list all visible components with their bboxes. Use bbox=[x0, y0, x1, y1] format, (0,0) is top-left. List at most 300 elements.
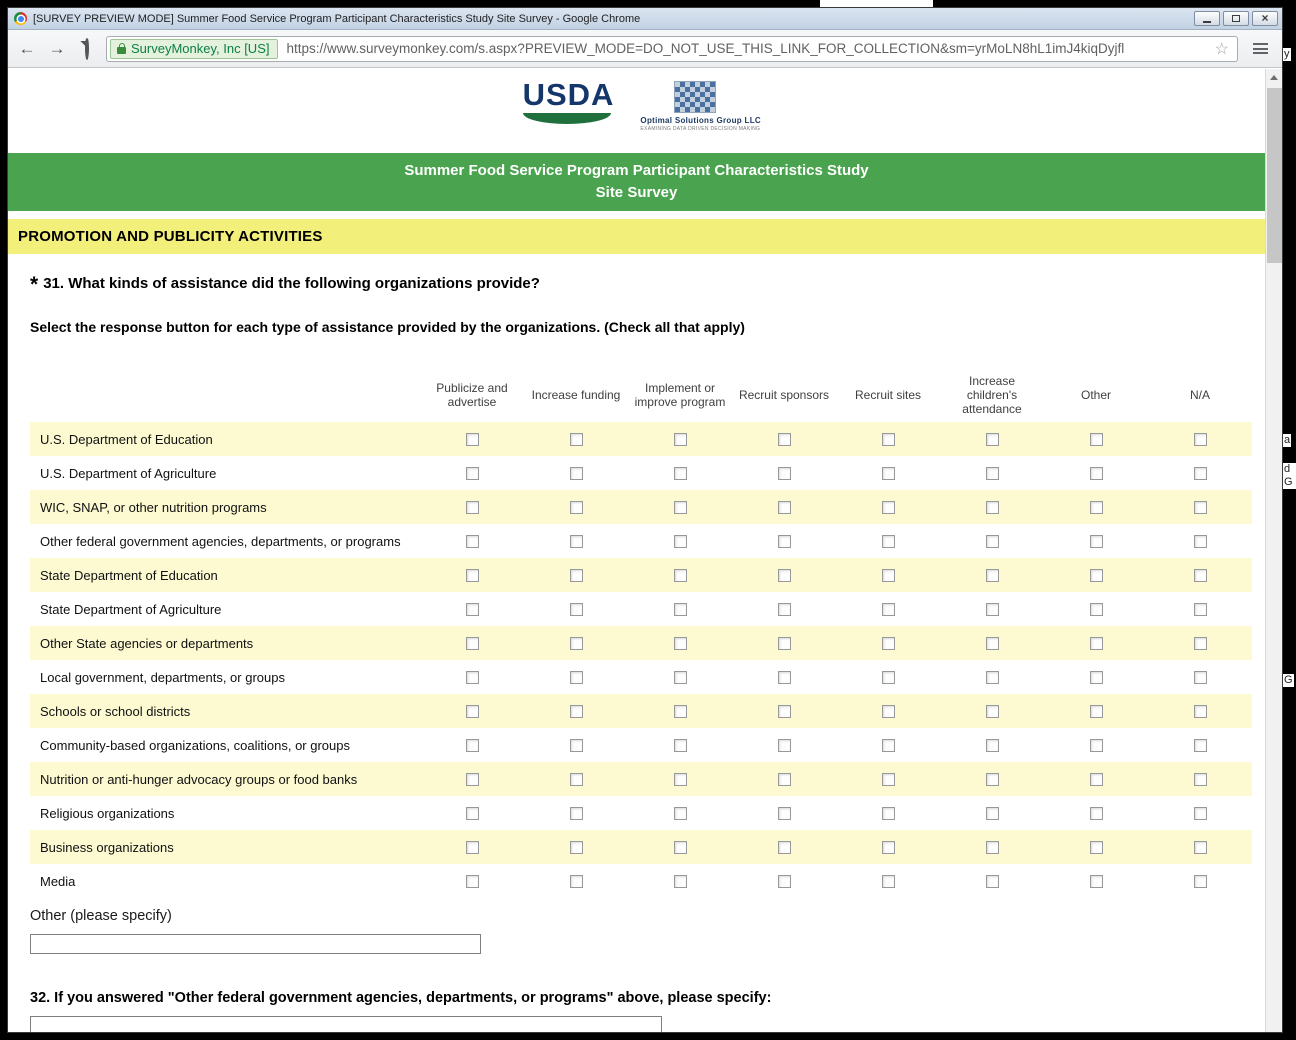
checkbox[interactable] bbox=[778, 569, 791, 582]
checkbox-cell bbox=[1148, 501, 1252, 514]
forward-button[interactable]: → bbox=[48, 38, 66, 58]
checkbox[interactable] bbox=[778, 705, 791, 718]
checkbox-cell bbox=[1044, 705, 1148, 718]
checkbox[interactable] bbox=[882, 569, 895, 582]
checkbox-cell bbox=[940, 671, 1044, 684]
checkbox-cell bbox=[732, 705, 836, 718]
checkbox-cell bbox=[1148, 739, 1252, 752]
checkbox[interactable] bbox=[674, 739, 687, 752]
checkbox-cell bbox=[524, 705, 628, 718]
checkbox[interactable] bbox=[466, 841, 479, 854]
checkbox-cell bbox=[420, 841, 524, 854]
security-badge[interactable] bbox=[110, 39, 278, 59]
checkbox[interactable] bbox=[466, 467, 479, 480]
column-header: Implement or improve program bbox=[634, 380, 726, 409]
checkbox[interactable] bbox=[986, 875, 999, 888]
scrollbar-thumb[interactable] bbox=[1267, 88, 1282, 263]
table-row bbox=[30, 558, 1252, 592]
table-row bbox=[30, 660, 1252, 694]
checkbox-cell bbox=[836, 433, 940, 446]
checkbox-cell bbox=[420, 535, 524, 548]
other-specify-input[interactable] bbox=[30, 934, 481, 954]
required-asterisk: * bbox=[30, 273, 39, 296]
checkbox[interactable] bbox=[466, 705, 479, 718]
logo-row bbox=[8, 69, 1265, 141]
checkbox[interactable] bbox=[986, 739, 999, 752]
checkbox[interactable] bbox=[1090, 739, 1103, 752]
assistance-matrix bbox=[30, 367, 1252, 898]
checkbox-cell bbox=[1148, 637, 1252, 650]
checkbox-cell bbox=[628, 671, 732, 684]
checkbox-cell bbox=[524, 739, 628, 752]
checkbox[interactable] bbox=[882, 773, 895, 786]
refresh-button[interactable] bbox=[76, 37, 98, 61]
checkbox[interactable] bbox=[1090, 875, 1103, 888]
checkbox[interactable] bbox=[778, 637, 791, 650]
checkbox[interactable] bbox=[1090, 467, 1103, 480]
checkbox-cell bbox=[1148, 467, 1252, 480]
checkbox-cell bbox=[732, 569, 836, 582]
checkbox[interactable] bbox=[570, 637, 583, 650]
checkbox[interactable] bbox=[674, 603, 687, 616]
checkbox-cell bbox=[836, 467, 940, 480]
checkbox[interactable] bbox=[466, 501, 479, 514]
security-badge-label: SurveyMonkey, Inc [US] bbox=[131, 41, 270, 56]
close-button[interactable] bbox=[1252, 11, 1278, 26]
checkbox[interactable] bbox=[466, 569, 479, 582]
checkbox-cell bbox=[524, 773, 628, 786]
checkbox[interactable] bbox=[1194, 739, 1207, 752]
checkbox[interactable] bbox=[1090, 501, 1103, 514]
checkbox-cell bbox=[1148, 773, 1252, 786]
checkbox[interactable] bbox=[778, 875, 791, 888]
background-window-fragment: d G bbox=[1283, 463, 1296, 489]
checkbox[interactable] bbox=[674, 535, 687, 548]
checkbox-cell bbox=[1044, 875, 1148, 888]
table-row bbox=[30, 524, 1252, 558]
checkbox-cell bbox=[628, 603, 732, 616]
checkbox[interactable] bbox=[1090, 671, 1103, 684]
row-label: State Department of Agriculture bbox=[40, 601, 222, 617]
checkbox[interactable] bbox=[674, 637, 687, 650]
url-text: https://www.surveymonkey.com/s.aspx?PREVIEW_MODE=DO_NOT_USE_THIS_LINK_FOR_COLLECTION&sm=yrMoLN8hL1imJ4kiqDyjfl bbox=[286, 41, 1125, 56]
checkbox[interactable] bbox=[570, 807, 583, 820]
checkbox[interactable] bbox=[778, 739, 791, 752]
checkbox[interactable] bbox=[778, 433, 791, 446]
checkbox-cell bbox=[628, 841, 732, 854]
checkbox-cell bbox=[732, 433, 836, 446]
question-31-instruction: Select the response button for each type of assistance provided by the organizations. (Check all that apply) bbox=[30, 319, 745, 335]
browser-toolbar bbox=[8, 30, 1282, 68]
checkbox[interactable] bbox=[1194, 841, 1207, 854]
row-label: Religious organizations bbox=[40, 805, 175, 821]
maximize-button[interactable] bbox=[1223, 11, 1249, 26]
chrome-icon bbox=[14, 12, 27, 25]
checkbox-cell bbox=[1044, 739, 1148, 752]
checkbox[interactable] bbox=[674, 671, 687, 684]
menu-button[interactable] bbox=[1246, 36, 1274, 62]
checkbox[interactable] bbox=[882, 671, 895, 684]
checkbox[interactable] bbox=[778, 773, 791, 786]
checkbox-cell bbox=[1148, 671, 1252, 684]
checkbox-cell bbox=[420, 705, 524, 718]
checkbox-cell bbox=[836, 841, 940, 854]
checkbox-cell bbox=[628, 433, 732, 446]
checkbox-cell bbox=[836, 569, 940, 582]
checkbox-cell bbox=[940, 841, 1044, 854]
checkbox-cell bbox=[628, 637, 732, 650]
checkbox-cell bbox=[732, 841, 836, 854]
table-row bbox=[30, 796, 1252, 830]
checkbox[interactable] bbox=[570, 773, 583, 786]
checkbox[interactable] bbox=[570, 603, 583, 616]
checkbox[interactable] bbox=[882, 807, 895, 820]
checkbox[interactable] bbox=[986, 603, 999, 616]
checkbox-cell bbox=[1044, 603, 1148, 616]
checkbox-cell bbox=[1044, 841, 1148, 854]
checkbox-cell bbox=[420, 671, 524, 684]
checkbox[interactable] bbox=[986, 637, 999, 650]
background-window-fragment: a bbox=[1284, 434, 1291, 446]
scrollbar-up-arrow[interactable] bbox=[1266, 69, 1282, 86]
checkbox[interactable] bbox=[674, 705, 687, 718]
row-label: Media bbox=[40, 873, 76, 889]
checkbox-cell bbox=[940, 569, 1044, 582]
checkbox-cell bbox=[628, 807, 732, 820]
checkbox-cell bbox=[1148, 569, 1252, 582]
row-label: Local government, departments, or groups bbox=[40, 669, 285, 685]
padlock-icon bbox=[117, 47, 126, 54]
checkbox-cell bbox=[836, 875, 940, 888]
back-button[interactable]: ← bbox=[18, 38, 36, 58]
checkbox-cell bbox=[1044, 671, 1148, 684]
survey-page bbox=[8, 69, 1265, 1032]
window-titlebar[interactable] bbox=[8, 8, 1282, 30]
checkbox[interactable] bbox=[570, 433, 583, 446]
checkbox-cell bbox=[1148, 875, 1252, 888]
question-32-input[interactable] bbox=[30, 1016, 662, 1032]
checkbox[interactable] bbox=[1194, 637, 1207, 650]
checkbox[interactable] bbox=[674, 773, 687, 786]
checkbox[interactable] bbox=[1194, 671, 1207, 684]
checkbox-cell bbox=[420, 739, 524, 752]
optimal-solutions-logo-tagline: EXAMINING DATA DRIVEN DECISION MAKING bbox=[640, 126, 761, 132]
column-header: N/A bbox=[1189, 387, 1210, 402]
checkbox-cell bbox=[524, 535, 628, 548]
table-row bbox=[30, 490, 1252, 524]
checkbox[interactable] bbox=[570, 535, 583, 548]
checkbox-cell bbox=[836, 773, 940, 786]
row-label: Community-based organizations, coalitions, or groups bbox=[40, 737, 350, 753]
browser-window bbox=[8, 8, 1282, 1032]
checkbox-cell bbox=[940, 875, 1044, 888]
checkbox-cell bbox=[420, 637, 524, 650]
row-label: Nutrition or anti-hunger advocacy groups or food banks bbox=[40, 771, 358, 787]
checkbox-cell bbox=[732, 467, 836, 480]
checkbox[interactable] bbox=[1090, 603, 1103, 616]
checkbox[interactable] bbox=[570, 739, 583, 752]
row-label: WIC, SNAP, or other nutrition programs bbox=[40, 499, 267, 515]
table-row bbox=[30, 830, 1252, 864]
checkbox-cell bbox=[836, 603, 940, 616]
scrollbar[interactable] bbox=[1265, 69, 1282, 1032]
checkbox-cell bbox=[628, 569, 732, 582]
address-bar[interactable] bbox=[106, 36, 1238, 62]
checkbox-cell bbox=[628, 467, 732, 480]
checkbox-cell bbox=[524, 603, 628, 616]
checkbox[interactable] bbox=[570, 501, 583, 514]
checkbox[interactable] bbox=[1090, 433, 1103, 446]
checkbox[interactable] bbox=[466, 433, 479, 446]
checkbox-cell bbox=[940, 467, 1044, 480]
checkbox-cell bbox=[836, 739, 940, 752]
checkbox[interactable] bbox=[570, 841, 583, 854]
checkbox-cell bbox=[940, 603, 1044, 616]
checkbox-cell bbox=[1044, 569, 1148, 582]
checkbox-cell bbox=[940, 807, 1044, 820]
survey-title-line1: Summer Food Service Program Participant Characteristics Study bbox=[404, 162, 869, 179]
checkbox[interactable] bbox=[986, 569, 999, 582]
window-controls bbox=[1191, 11, 1278, 26]
checkbox-cell bbox=[940, 739, 1044, 752]
checkbox-cell bbox=[524, 671, 628, 684]
checkbox[interactable] bbox=[986, 705, 999, 718]
survey-title-line2: Site Survey bbox=[595, 184, 678, 201]
checkbox[interactable] bbox=[986, 773, 999, 786]
checkbox[interactable] bbox=[570, 467, 583, 480]
table-row bbox=[30, 762, 1252, 796]
row-label: Business organizations bbox=[40, 839, 174, 855]
checkbox-cell bbox=[420, 875, 524, 888]
checkbox-cell bbox=[524, 841, 628, 854]
column-header: Recruit sites bbox=[854, 387, 922, 402]
checkbox[interactable] bbox=[778, 841, 791, 854]
checkbox[interactable] bbox=[674, 433, 687, 446]
table-row bbox=[30, 694, 1252, 728]
checkbox[interactable] bbox=[882, 535, 895, 548]
checkbox[interactable] bbox=[778, 807, 791, 820]
matrix-header-row bbox=[30, 367, 1252, 422]
checkbox-cell bbox=[732, 671, 836, 684]
checkbox-cell bbox=[524, 501, 628, 514]
checkbox-cell bbox=[420, 569, 524, 582]
table-row bbox=[30, 456, 1252, 490]
column-header: Increase children's attendance bbox=[962, 373, 1022, 416]
checkbox[interactable] bbox=[1090, 841, 1103, 854]
checkbox-cell bbox=[524, 807, 628, 820]
checkbox[interactable] bbox=[986, 671, 999, 684]
checkbox[interactable] bbox=[882, 603, 895, 616]
checkbox[interactable] bbox=[1194, 569, 1207, 582]
survey-title-banner bbox=[8, 153, 1265, 211]
checkbox[interactable] bbox=[986, 501, 999, 514]
checkbox[interactable] bbox=[674, 467, 687, 480]
checkbox[interactable] bbox=[1194, 467, 1207, 480]
checkbox[interactable] bbox=[986, 807, 999, 820]
checkbox-cell bbox=[524, 875, 628, 888]
checkbox-cell bbox=[940, 705, 1044, 718]
checkbox[interactable] bbox=[778, 467, 791, 480]
checkbox-cell bbox=[940, 773, 1044, 786]
checkbox-cell bbox=[1044, 501, 1148, 514]
checkbox[interactable] bbox=[882, 875, 895, 888]
checkbox[interactable] bbox=[882, 739, 895, 752]
checkbox[interactable] bbox=[1194, 705, 1207, 718]
checkbox[interactable] bbox=[674, 841, 687, 854]
optimal-solutions-logo-mark bbox=[674, 81, 716, 113]
checkbox-cell bbox=[732, 875, 836, 888]
checkbox-cell bbox=[836, 501, 940, 514]
row-label: Other State agencies or departments bbox=[40, 635, 254, 651]
table-row bbox=[30, 728, 1252, 762]
checkbox-cell bbox=[940, 637, 1044, 650]
checkbox[interactable] bbox=[466, 875, 479, 888]
section-title: PROMOTION AND PUBLICITY ACTIVITIES bbox=[8, 219, 1265, 254]
checkbox[interactable] bbox=[570, 671, 583, 684]
checkbox[interactable] bbox=[466, 807, 479, 820]
checkbox-cell bbox=[628, 739, 732, 752]
checkbox-cell bbox=[628, 773, 732, 786]
close-icon: × bbox=[1261, 11, 1269, 25]
checkbox-cell bbox=[732, 603, 836, 616]
checkbox[interactable] bbox=[570, 705, 583, 718]
checkbox[interactable] bbox=[466, 773, 479, 786]
background-window-fragment: y bbox=[1284, 48, 1290, 60]
checkbox[interactable] bbox=[1194, 603, 1207, 616]
checkbox[interactable] bbox=[1090, 535, 1103, 548]
checkbox[interactable] bbox=[882, 433, 895, 446]
checkbox-cell bbox=[1148, 807, 1252, 820]
checkbox[interactable] bbox=[1090, 807, 1103, 820]
checkbox-cell bbox=[1148, 841, 1252, 854]
checkbox[interactable] bbox=[778, 535, 791, 548]
checkbox-cell bbox=[836, 705, 940, 718]
checkbox[interactable] bbox=[466, 671, 479, 684]
checkbox[interactable] bbox=[986, 535, 999, 548]
checkbox-cell bbox=[524, 637, 628, 650]
checkbox-cell bbox=[420, 433, 524, 446]
optimal-solutions-logo bbox=[640, 79, 761, 132]
checkbox-cell bbox=[1044, 467, 1148, 480]
question-31-text: 31. What kinds of assistance did the following organizations provide? bbox=[43, 275, 540, 292]
checkbox[interactable] bbox=[882, 841, 895, 854]
checkbox[interactable] bbox=[466, 535, 479, 548]
checkbox[interactable] bbox=[882, 705, 895, 718]
checkbox[interactable] bbox=[1194, 535, 1207, 548]
checkbox[interactable] bbox=[986, 841, 999, 854]
checkbox-cell bbox=[836, 637, 940, 650]
table-row bbox=[30, 626, 1252, 660]
checkbox[interactable] bbox=[1194, 773, 1207, 786]
table-row bbox=[30, 864, 1252, 898]
checkbox[interactable] bbox=[570, 875, 583, 888]
checkbox-cell bbox=[940, 433, 1044, 446]
checkbox[interactable] bbox=[1194, 501, 1207, 514]
checkbox[interactable] bbox=[1194, 875, 1207, 888]
minimize-button[interactable] bbox=[1194, 11, 1220, 26]
checkbox[interactable] bbox=[674, 807, 687, 820]
checkbox-cell bbox=[1148, 433, 1252, 446]
checkbox[interactable] bbox=[1194, 433, 1207, 446]
checkbox[interactable] bbox=[778, 671, 791, 684]
column-header: Publicize and advertise bbox=[436, 380, 508, 409]
checkbox[interactable] bbox=[1090, 773, 1103, 786]
checkbox[interactable] bbox=[674, 501, 687, 514]
checkbox-cell bbox=[836, 671, 940, 684]
checkbox-cell bbox=[524, 433, 628, 446]
bookmark-star-icon[interactable]: ☆ bbox=[1214, 40, 1229, 58]
window-title: [SURVEY PREVIEW MODE] Summer Food Service Program Participant Characteristics Study Site Survey - Google Chrome bbox=[33, 12, 641, 25]
checkbox[interactable] bbox=[1194, 807, 1207, 820]
checkbox-cell bbox=[1044, 807, 1148, 820]
column-header: Other bbox=[1080, 387, 1111, 402]
checkbox-cell bbox=[1044, 535, 1148, 548]
page-viewport bbox=[8, 69, 1282, 1032]
table-row bbox=[30, 592, 1252, 626]
checkbox-cell bbox=[940, 501, 1044, 514]
checkbox-cell bbox=[420, 603, 524, 616]
table-row bbox=[30, 422, 1252, 456]
row-label: Other federal government agencies, departments, or programs bbox=[40, 533, 401, 549]
usda-logo bbox=[523, 79, 615, 124]
checkbox[interactable] bbox=[466, 739, 479, 752]
checkbox-cell bbox=[836, 535, 940, 548]
checkbox-cell bbox=[420, 501, 524, 514]
other-specify-label: Other (please specify) bbox=[30, 908, 172, 924]
usda-logo-swoosh bbox=[523, 113, 611, 124]
checkbox-cell bbox=[628, 535, 732, 548]
checkbox[interactable] bbox=[466, 637, 479, 650]
checkbox[interactable] bbox=[674, 569, 687, 582]
checkbox-cell bbox=[732, 637, 836, 650]
row-label: State Department of Education bbox=[40, 567, 218, 583]
checkbox[interactable] bbox=[1090, 569, 1103, 582]
checkbox[interactable] bbox=[1090, 705, 1103, 718]
row-label: U.S. Department of Education bbox=[40, 431, 213, 447]
column-header: Recruit sponsors bbox=[738, 387, 830, 402]
checkbox-cell bbox=[732, 807, 836, 820]
checkbox[interactable] bbox=[466, 603, 479, 616]
refresh-icon bbox=[85, 37, 89, 60]
checkbox-cell bbox=[732, 773, 836, 786]
question-32-text: 32. If you answered "Other federal government agencies, departments, or programs" above, please specify: bbox=[30, 990, 772, 1006]
checkbox-cell bbox=[524, 467, 628, 480]
checkbox-cell bbox=[1148, 535, 1252, 548]
checkbox-cell bbox=[420, 807, 524, 820]
background-window-fragment: G bbox=[1284, 674, 1293, 686]
checkbox[interactable] bbox=[882, 501, 895, 514]
row-label: U.S. Department of Agriculture bbox=[40, 465, 217, 481]
checkbox-cell bbox=[1148, 603, 1252, 616]
checkbox[interactable] bbox=[882, 637, 895, 650]
checkbox[interactable] bbox=[778, 501, 791, 514]
usda-logo-text: USDA bbox=[522, 77, 615, 112]
checkbox[interactable] bbox=[674, 875, 687, 888]
checkbox[interactable] bbox=[778, 603, 791, 616]
checkbox-cell bbox=[732, 739, 836, 752]
checkbox[interactable] bbox=[882, 467, 895, 480]
checkbox-cell bbox=[836, 807, 940, 820]
checkbox-cell bbox=[1044, 637, 1148, 650]
column-header: Increase funding bbox=[531, 387, 621, 402]
checkbox-cell bbox=[628, 875, 732, 888]
checkbox[interactable] bbox=[986, 467, 999, 480]
checkbox[interactable] bbox=[1090, 637, 1103, 650]
checkbox[interactable] bbox=[986, 433, 999, 446]
checkbox[interactable] bbox=[570, 569, 583, 582]
checkbox-cell bbox=[524, 569, 628, 582]
checkbox-cell bbox=[732, 501, 836, 514]
